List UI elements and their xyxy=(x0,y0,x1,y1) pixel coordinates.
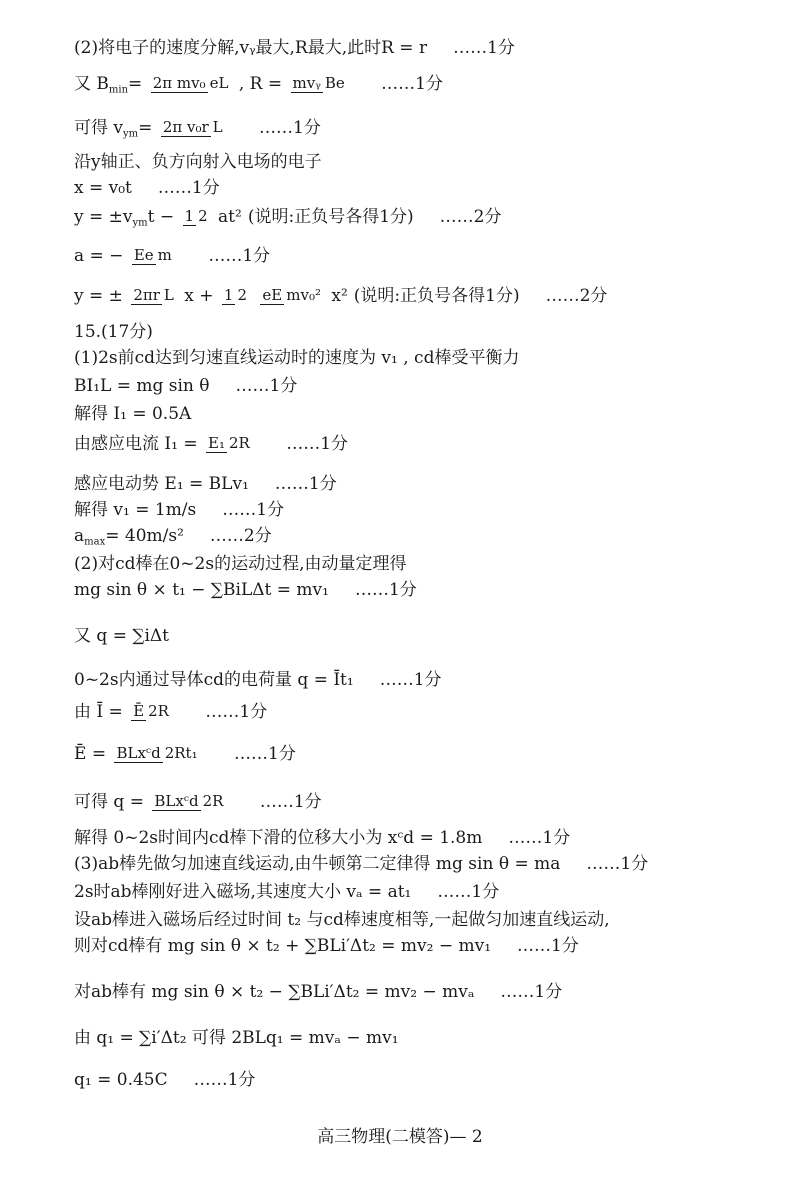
line-24: 解得 0~2s时间内cd棒下滑的位移大小为 xᶜd = 1.8m ……1分 xyxy=(74,827,571,848)
line-4: 沿y轴正、负方向射入电场的电子 xyxy=(74,151,322,172)
line-28: 则对cd棒有 mg sin θ × t₂ + ∑BLi′Δt₂ = mv₂ − mv₁ ……1分 xyxy=(74,935,579,956)
line-21: 由 Ī = Ē 2R ……1分 xyxy=(74,701,268,722)
line-2: 又 $B_{min}= 2\pi$ mv₀ eL , R = mvᵧ Be ……1分 xyxy=(74,73,443,96)
line-17: (2)对cd棒在0~2s的运动过程,由动量定理得 xyxy=(74,553,407,574)
line-11: BI₁L = mg sin θ ……1分 xyxy=(74,375,298,396)
page-footer: 高三物理(二模答)— 2 xyxy=(317,1127,483,1147)
line-5: x = v₀t ……1分 xyxy=(74,177,220,198)
line-6: $y = \pm v_{ym}t - 1$ 2 at² (说明:正负号各得1分) ……2分 xyxy=(74,206,502,229)
line-18: mg sin θ × t₁ − ∑BiLΔt = mv₁ ……1分 xyxy=(74,579,417,600)
line-16: $a_{max}= 40m/s^2$ ……2分 xyxy=(74,525,272,548)
line-29: 对ab棒有 mg sin θ × t₂ − ∑BLi′Δt₂ = mv₂ − mvₐ ……1分 xyxy=(74,981,563,1002)
line-10: (1)2s前cd达到匀速直线运动时的速度为 v₁ , cd棒受平衡力 xyxy=(74,347,520,368)
line-31: q₁ = 0.45C ……1分 xyxy=(74,1069,256,1090)
line-14: 感应电动势 E₁ = BLv₁ ……1分 xyxy=(74,473,337,494)
line-26: 2s时ab棒刚好进入磁场,其速度大小 vₐ = at₁ ……1分 xyxy=(74,881,500,902)
line-1: (2)将电子的速度分解,vᵧ最大,R最大,此时R = r ……1分 xyxy=(74,37,515,58)
line-8: y = ± 2πr L x + 1 2 eE mv₀² x² (说明:正负号各得1分) ……2分 xyxy=(74,285,608,306)
line-20: 0~2s内通过导体cd的电荷量 q = Īt₁ ……1分 xyxy=(74,669,442,690)
line-23: 可得 q = BLxᶜd 2R ……1分 xyxy=(74,791,322,812)
line-15: 解得 v₁ = 1m/s ……1分 xyxy=(74,499,285,520)
line-13: 由感应电流 I₁ = E₁ 2R ……1分 xyxy=(74,433,349,454)
line-30: 由 q₁ = ∑i′Δt₂ 可得 2BLq₁ = mvₐ − mv₁ xyxy=(74,1027,399,1048)
line-25: (3)ab棒先做匀加速直线运动,由牛顿第二定律得 mg sin θ = ma ……1分 xyxy=(74,853,649,874)
line-12: 解得 I₁ = 0.5A xyxy=(74,403,192,424)
line-3: 可得 $v_{ym}= 2\pi$ v₀r L ……1分 xyxy=(74,117,321,140)
line-9: 15.(17分) xyxy=(74,321,153,342)
line-27: 设ab棒进入磁场后经过时间 t₂ 与cd棒速度相等,一起做匀加速直线运动, xyxy=(74,909,610,930)
line-19: 又 q = ∑iΔt xyxy=(74,625,170,646)
line-7: a = − Ee m ……1分 xyxy=(74,245,271,266)
line-22: Ē = BLxᶜd 2Rt₁ ……1分 xyxy=(74,743,296,764)
